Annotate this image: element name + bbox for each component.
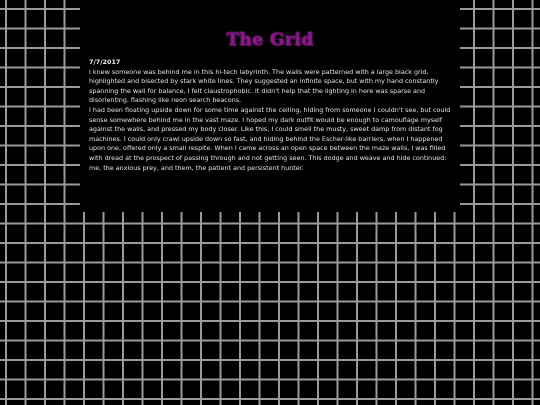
page-title: The Grid [226, 30, 314, 50]
post-paragraph-1: I knew someone was behind me in this hi-tech labyrinth. The walls were patterned with a large black grid, highlighted and bisected by stark white lines. They suggested an infinite space, but with my hand constantly spanning the wall for balance, I felt claustrophobic. It didn't help that the lighting in here was sparse and disorienting, flashing like neon search beacons. [89, 67, 439, 105]
post-paragraph-2: I had been floating upside down for some time against the ceiling, hiding from someone I couldn't see, but could sense somewhere behind me in the vast maze. I hoped my dark outfit would be enough to camouflage myself against the walls, and pressed my body closer. Like this, I could smell the musty, sweet damp from distant fog machines. I could only crawl upside down so fast, and hiding behind the Escher-like barriers, when I happened upon one, offered only a small respite. When I came across an open space between the maze walls, I was filled with dread at the prospect of passing through and not getting seen. This dodge and weave and hide continued: me, the anxious prey, and them, the patient and persistent hunter. [89, 105, 451, 172]
post-date: 7/7/2017 [89, 58, 121, 66]
content-panel [80, 0, 460, 212]
blog-post [89, 58, 451, 173]
